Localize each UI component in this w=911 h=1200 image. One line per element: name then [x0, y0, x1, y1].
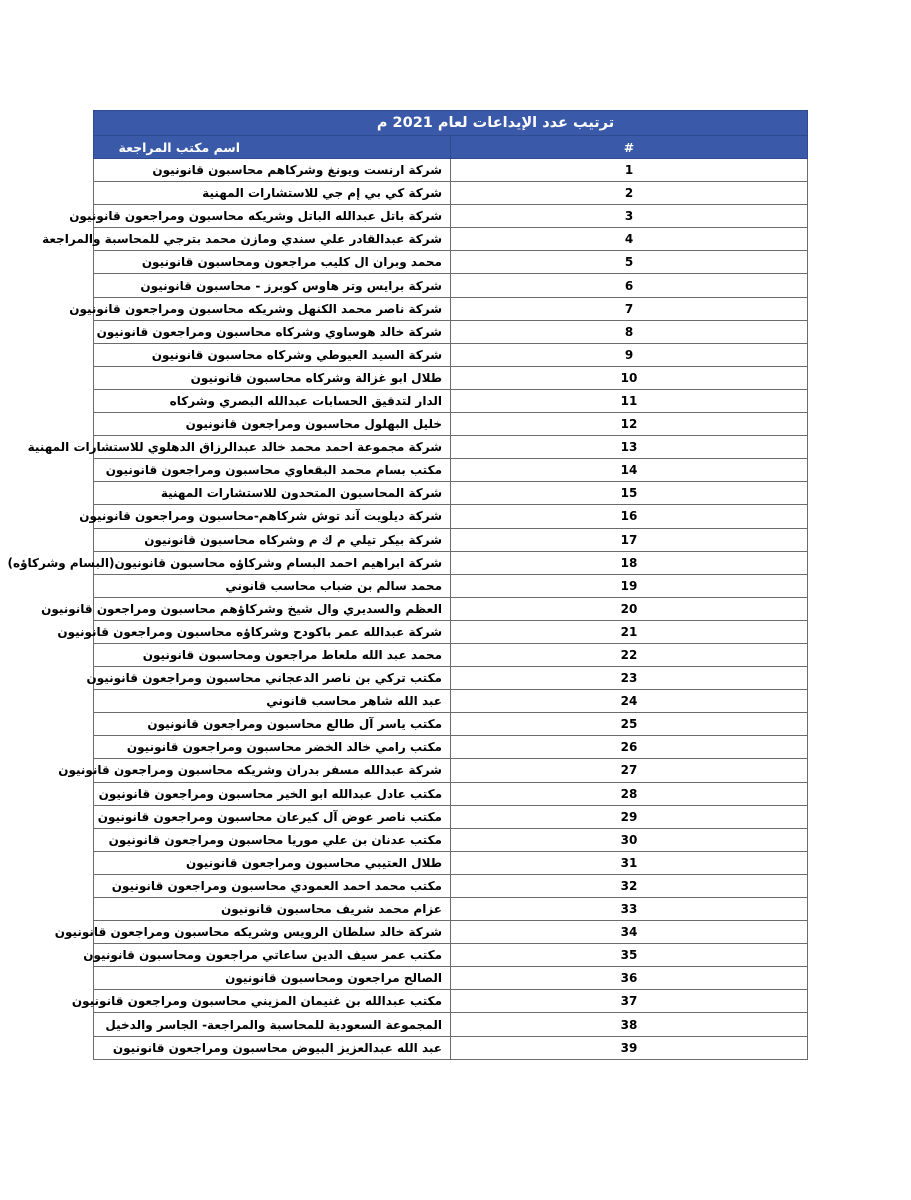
table-row — [94, 205, 808, 228]
table-row — [94, 759, 808, 782]
row-number: 3 — [451, 205, 808, 228]
office-name: مكتب عبدالله بن غنيمان المزيني محاسبون ومراجعون قانونيون — [94, 990, 451, 1013]
office-name: العظم والسديري وال شيخ وشركاؤهم محاسبون ومراجعون قانونيون — [94, 597, 451, 620]
table-row — [94, 482, 808, 505]
table-header-row — [94, 136, 808, 159]
table-row — [94, 159, 808, 182]
table-row — [94, 597, 808, 620]
office-name: شركة ناصر محمد الكنهل وشريكه محاسبون ومراجعون قانونيون — [94, 297, 451, 320]
office-name: مكتب ناصر عوض آل كيرعان محاسبون ومراجعون قانونيون — [94, 805, 451, 828]
office-name: شركة ديلويت آند توش شركاهم-محاسبون ومراجعون قانونيون — [94, 505, 451, 528]
row-number: 5 — [451, 251, 808, 274]
table-row — [94, 782, 808, 805]
row-number: 37 — [451, 990, 808, 1013]
row-number: 20 — [451, 597, 808, 620]
row-number: 27 — [451, 759, 808, 782]
office-name: مكتب عادل عبدالله ابو الخير محاسبون ومراجعون قانونيون — [94, 782, 451, 805]
table-row — [94, 990, 808, 1013]
row-number: 24 — [451, 690, 808, 713]
table-row — [94, 436, 808, 459]
row-number: 2 — [451, 182, 808, 205]
office-name: مكتب عمر سيف الدين ساعاتي مراجعون ومحاسبون قانونيون — [94, 944, 451, 967]
table-row — [94, 320, 808, 343]
table-row — [94, 944, 808, 967]
office-name: خليل البهلول محاسبون ومراجعون قانونيون — [94, 413, 451, 436]
table-title — [94, 111, 808, 136]
table-row — [94, 805, 808, 828]
table-row — [94, 528, 808, 551]
row-number: 38 — [451, 1013, 808, 1036]
table-row — [94, 828, 808, 851]
table-row — [94, 182, 808, 205]
office-name: عبد الله شاهر محاسب قانوني — [94, 690, 451, 713]
table-row — [94, 459, 808, 482]
header-office-name: اسم مكتب المراجعة — [94, 136, 451, 159]
office-name: طلال ابو غزالة وشركاه محاسبون قانونيون — [94, 366, 451, 389]
row-number: 23 — [451, 667, 808, 690]
office-name: مكتب عدنان بن علي موريا محاسبون ومراجعون قانونيون — [94, 828, 451, 851]
row-number: 22 — [451, 643, 808, 666]
row-number: 4 — [451, 228, 808, 251]
table-row — [94, 251, 808, 274]
row-number: 32 — [451, 874, 808, 897]
row-number: 25 — [451, 713, 808, 736]
table-row — [94, 574, 808, 597]
table-row — [94, 690, 808, 713]
audit-offices-table — [7, 110, 808, 1060]
table-row — [94, 274, 808, 297]
row-number: 39 — [451, 1036, 808, 1059]
office-name: شركة مجموعة احمد محمد خالد عبدالرزاق الدهلوي للاستشارات المهنية — [94, 436, 451, 459]
office-name: محمد سالم بن ضباب محاسب قانوني — [94, 574, 451, 597]
office-name: الصالح مراجعون ومحاسبون قانونيون — [94, 967, 451, 990]
office-name: المجموعة السعودية للمحاسبة والمراجعة- الجاسر والدخيل — [94, 1013, 451, 1036]
table-row — [94, 874, 808, 897]
row-number: 7 — [451, 297, 808, 320]
office-name: عبد الله عبدالعزيز البيوض محاسبون ومراجعون قانونيون — [94, 1036, 451, 1059]
office-name: شركة برايس وتر هاوس كوبرز - محاسبون قانونيون — [94, 274, 451, 297]
office-name: شركة ارنست ويونغ وشركاهم محاسبون قانونيون — [94, 159, 451, 182]
table-row — [94, 620, 808, 643]
row-number: 18 — [451, 551, 808, 574]
table-row — [94, 343, 808, 366]
table-row — [94, 389, 808, 412]
row-number: 36 — [451, 967, 808, 990]
office-name: شركة خالد سلطان الرويس وشريكه محاسبون ومراجعون قانونيون — [94, 921, 451, 944]
office-name: شركة ابراهيم احمد البسام وشركاؤه محاسبون قانونيون(البسام وشركاؤه) — [94, 551, 451, 574]
row-number: 19 — [451, 574, 808, 597]
table-row — [94, 1013, 808, 1036]
row-number: 8 — [451, 320, 808, 343]
office-name: طلال العتيبي محاسبون ومراجعون قانونيون — [94, 851, 451, 874]
office-name: مكتب رامي خالد الخضر محاسبون ومراجعون قانونيون — [94, 736, 451, 759]
row-number: 6 — [451, 274, 808, 297]
row-number: 16 — [451, 505, 808, 528]
office-name: شركة المحاسبون المتحدون للاستشارات المهنية — [94, 482, 451, 505]
row-number: 28 — [451, 782, 808, 805]
row-number: 26 — [451, 736, 808, 759]
table-body — [7, 159, 808, 1060]
office-name: شركة بيكر تيلي م ك م وشركاه محاسبون قانونيون — [94, 528, 451, 551]
table-row — [94, 413, 808, 436]
row-number: 30 — [451, 828, 808, 851]
office-name: محمد وبران ال كليب مراجعون ومحاسبون قانونيون — [94, 251, 451, 274]
table-row — [94, 1036, 808, 1059]
office-name: مكتب بسام محمد البقعاوي محاسبون ومراجعون قانونيون — [94, 459, 451, 482]
table-row — [94, 898, 808, 921]
row-number: 15 — [451, 482, 808, 505]
office-name: شركة باتل عبدالله الباتل وشريكه محاسبون ومراجعون قانونيون — [94, 205, 451, 228]
table-row — [94, 505, 808, 528]
table-row — [94, 297, 808, 320]
row-number: 9 — [451, 343, 808, 366]
row-number: 10 — [451, 366, 808, 389]
office-name: شركة خالد هوساوي وشركاه محاسبون ومراجعون قانونيون — [94, 320, 451, 343]
office-name: شركة كي بي إم جي للاستشارات المهنية — [94, 182, 451, 205]
office-name: شركة السيد العيوطي وشركاه محاسبون قانونيون — [94, 343, 451, 366]
table-row — [94, 713, 808, 736]
table-title-text: ترتيب عدد الإيداعات لعام 2021 م — [376, 115, 615, 131]
office-name: مكتب تركي بن ناصر الدعجاني محاسبون ومراجعون قانونيون — [94, 667, 451, 690]
table-row — [94, 851, 808, 874]
table-title-row — [94, 111, 808, 136]
row-number: 14 — [451, 459, 808, 482]
row-number: 29 — [451, 805, 808, 828]
row-number: 17 — [451, 528, 808, 551]
table-row — [94, 551, 808, 574]
office-name: الدار لتدقيق الحسابات عبدالله البصري وشركاه — [94, 389, 451, 412]
row-number: 13 — [451, 436, 808, 459]
table-row — [94, 967, 808, 990]
office-name: محمد عبد الله ملعاط مراجعون ومحاسبون قانونيون — [94, 643, 451, 666]
row-number: 33 — [451, 898, 808, 921]
office-name: شركة عبدالله عمر باكودح وشركاؤه محاسبون ومراجعون قانونيون — [94, 620, 451, 643]
table-row — [94, 228, 808, 251]
office-name: مكتب محمد احمد العمودي محاسبون ومراجعون قانونيون — [94, 874, 451, 897]
row-number: 35 — [451, 944, 808, 967]
header-number: # — [451, 136, 808, 159]
row-number: 1 — [451, 159, 808, 182]
table-row — [94, 667, 808, 690]
office-name: مكتب ياسر آل طالع محاسبون ومراجعون قانونيون — [94, 713, 451, 736]
office-name: عزام محمد شريف محاسبون قانونيون — [94, 898, 451, 921]
office-name: شركة عبدالله مسفر بدران وشريكه محاسبون ومراجعون قانونيون — [94, 759, 451, 782]
row-number: 12 — [451, 413, 808, 436]
table-row — [94, 366, 808, 389]
row-number: 34 — [451, 921, 808, 944]
row-number: 11 — [451, 389, 808, 412]
table-row — [94, 643, 808, 666]
row-number: 31 — [451, 851, 808, 874]
table-row — [94, 736, 808, 759]
office-name: شركة عبدالقادر علي سندي ومازن محمد بترجي للمحاسبة والمراجعة — [94, 228, 451, 251]
row-number: 21 — [451, 620, 808, 643]
table-row — [94, 921, 808, 944]
